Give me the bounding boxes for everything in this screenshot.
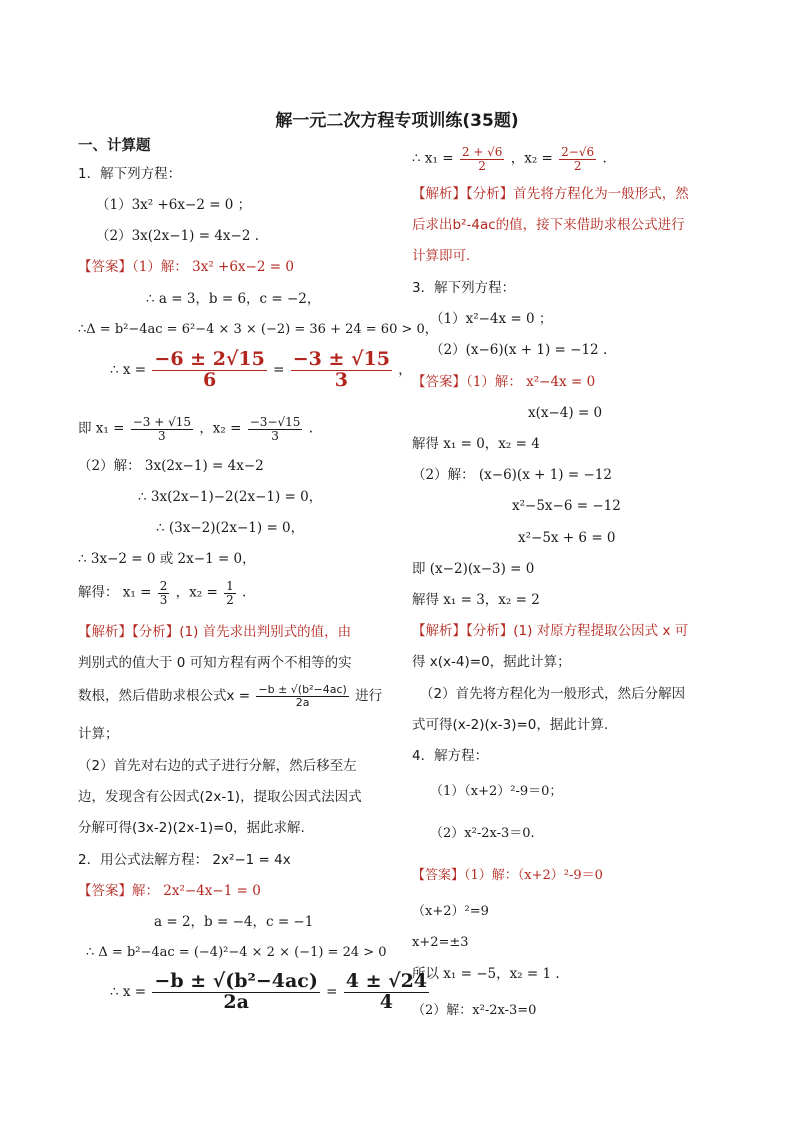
q3-part2: （2）(x−6)(x + 1) = −12 . (430, 342, 608, 358)
q3-answer-line: 即 (x−2)(x−3) = 0 (412, 561, 535, 577)
roots-prefix: 即 x₁ = (78, 420, 125, 437)
q1-roots (78, 416, 313, 442)
q1-part2: （2）3x(2x−1) = 4x−2 . (96, 228, 260, 244)
q1-analysis: 【解析】【分析】(1) 首先求出判别式的值，由 (78, 624, 352, 640)
q1-analysis-formula (78, 684, 382, 708)
q1-analysis: 计算； (78, 726, 119, 742)
fraction-denominator: 2 (226, 592, 234, 607)
roots-mid: ，x₂ = (175, 584, 218, 601)
q1-answer-line: ∴ a = 3，b = 6，c = −2， (146, 291, 321, 307)
q1-stem: 1．解下列方程： (78, 166, 182, 182)
fraction-denominator: 2 (478, 158, 486, 173)
q3-answer-line: （2）解： (x−6)(x + 1) = −12 (412, 467, 612, 483)
fraction-denominator: 3 (334, 368, 348, 391)
q3-answer-line: x²−5x−6 = −12 (512, 498, 621, 514)
fraction (559, 146, 596, 172)
fraction-numerator: 4 ± √24 (345, 970, 428, 992)
q1-answer-line: ∴Δ = b²−4ac = 6²−4 × 3 × (−2) = 36 + 24 = 60 > 0， (78, 322, 438, 337)
root-prefix: ∴ x = (110, 983, 147, 1000)
q1-part2-step: ∴ (3x−2)(2x−1) = 0， (156, 520, 305, 536)
roots-end: . (602, 150, 607, 167)
q1-analysis: （2）首先对右边的式子进行分解，然后移至左 (78, 758, 357, 774)
q2-analysis: 【解析】【分析】首先将方程化为一般形式，然 (412, 186, 689, 202)
equals: = (326, 983, 338, 1000)
roots-end: . (242, 584, 247, 601)
q2-analysis: 计算即可. (412, 248, 471, 264)
equals: = (273, 361, 285, 378)
q2-answer-line: ∴ Δ = b²−4ac = (−4)²−4 × 2 × (−1) = 24 > 0 (86, 945, 387, 960)
fraction (291, 350, 392, 391)
q2-answer-line: a = 2，b = −4，c = −1 (154, 914, 314, 930)
q3-analysis: （2）首先将方程化为一般形式，然后分解因 (420, 686, 686, 702)
fraction-denominator: 3 (271, 428, 279, 443)
fraction-denominator: 3 (159, 592, 168, 607)
q3-answer-line: x(x−4) = 0 (528, 405, 603, 421)
analysis-text: 进行 (355, 688, 383, 705)
fraction (224, 580, 236, 606)
fraction-numerator: 2 (159, 579, 168, 593)
q1-analysis: 边，发现含有公因式(2x-1)，提取公因式法因式 (78, 789, 362, 805)
roots-prefix: 解得： x₁ = (78, 584, 152, 601)
q4-answer-head: 【答案】（1）解：（x+2）²-9＝0 (412, 868, 603, 883)
q4-answer-line: x+2=±3 (412, 935, 469, 950)
q1-part2-roots (78, 580, 246, 606)
q1-analysis: 判别式的值大于 0 可知方程有两个不相等的实 (78, 655, 352, 671)
fraction-numerator: 2 + √6 (461, 145, 503, 159)
q4-stem: 4．解方程： (412, 748, 489, 764)
fraction-denominator: 2a (223, 990, 249, 1013)
q3-answer-head: 【答案】（1）解： x²−4x = 0 (412, 374, 596, 390)
roots-end: . (308, 420, 314, 437)
fraction (152, 350, 266, 391)
q3-analysis: 得 x(x-4)=0，据此计算； (412, 654, 571, 670)
fraction (152, 972, 319, 1013)
q4-answer-line: （2）解：x²-2x-3=0 (412, 1003, 537, 1018)
q1-part2-solution: （2）解： 3x(2x−1) = 4x−2 (78, 458, 264, 474)
page-title: 解一元二次方程专项训练(35题) (275, 111, 519, 131)
fraction-denominator: 3 (158, 428, 166, 443)
q1-part2-step: ∴ 3x(2x−1)−2(2x−1) = 0， (138, 489, 323, 505)
q3-answer-line: 解得 x₁ = 0，x₂ = 4 (412, 436, 540, 452)
fraction (460, 146, 505, 172)
q3-answer-line: 解得 x₁ = 3，x₂ = 2 (412, 592, 540, 608)
q4-answer-line: 所以 x₁ = −5，x₂ = 1 . (412, 966, 560, 982)
q3-stem: 3．解下列方程： (412, 280, 516, 296)
fraction-denominator: 4 (379, 990, 394, 1013)
fraction-denominator: 6 (203, 368, 217, 391)
comma: ， (398, 361, 412, 378)
fraction-denominator: 2a (295, 695, 310, 709)
fraction-numerator: 1 (226, 579, 234, 593)
q2-stem: 2．用公式法解方程： 2x²−1 = 4x (78, 852, 291, 868)
q3-answer-line: x²−5x + 6 = 0 (518, 530, 616, 546)
q2-roots (412, 146, 607, 172)
q1-answer-head: 【答案】（1）解： 3x² +6x−2 = 0 (78, 259, 294, 275)
q2-root-formula (110, 972, 431, 1013)
q4-part2: （2）x²-2x-3＝0. (430, 826, 535, 841)
q1-root-prefix: ∴ x = (110, 361, 147, 378)
fraction (158, 580, 170, 606)
q3-analysis: 【解析】【分析】(1) 对原方程提取公因式 x 可 (412, 623, 689, 639)
q3-analysis: 式可得(x-2)(x-3)=0，据此计算. (412, 717, 609, 733)
q2-analysis: 后求出b²-4ac的值，接下来借助求根公式进行 (412, 217, 685, 233)
fraction (248, 416, 303, 442)
q3-part1: （1）x²−4x = 0 ； (430, 311, 553, 327)
q1-part1: （1）3x² +6x−2 = 0 ； (96, 197, 252, 213)
fraction-denominator: 2 (573, 158, 582, 173)
q2-answer-head: 【答案】解： 2x²−4x−1 = 0 (78, 883, 261, 899)
q1-part2-step: ∴ 3x−2 = 0 或 2x−1 = 0， (78, 551, 256, 567)
q1-root-formula (110, 350, 412, 391)
fraction-numerator: −3−√15 (249, 415, 301, 429)
fraction-numerator: −6 ± 2√15 (154, 348, 265, 370)
fraction-numerator: −b ± √(b²−4ac) (258, 683, 347, 696)
fraction (131, 416, 193, 442)
q4-part1: （1）（x+2）²-9＝0； (430, 784, 563, 799)
fraction (256, 684, 348, 708)
roots-mid: ，x₂ = (199, 420, 242, 437)
fraction-numerator: −b ± √(b²−4ac) (154, 970, 318, 992)
section-heading: 一、计算题 (78, 138, 151, 154)
q1-analysis: 分解可得(3x-2)(2x-1)=0，据此求解. (78, 820, 305, 836)
fraction-numerator: −3 ± √15 (292, 348, 390, 370)
roots-prefix: ∴ x₁ = (412, 150, 454, 167)
roots-mid: ，x₂ = (510, 150, 553, 167)
analysis-text: 数根，然后借助求根公式x = (78, 688, 251, 705)
q4-answer-line: （x+2）²=9 (412, 904, 489, 919)
fraction-numerator: 2−√6 (561, 145, 595, 159)
fraction-numerator: −3 + √15 (132, 415, 192, 429)
